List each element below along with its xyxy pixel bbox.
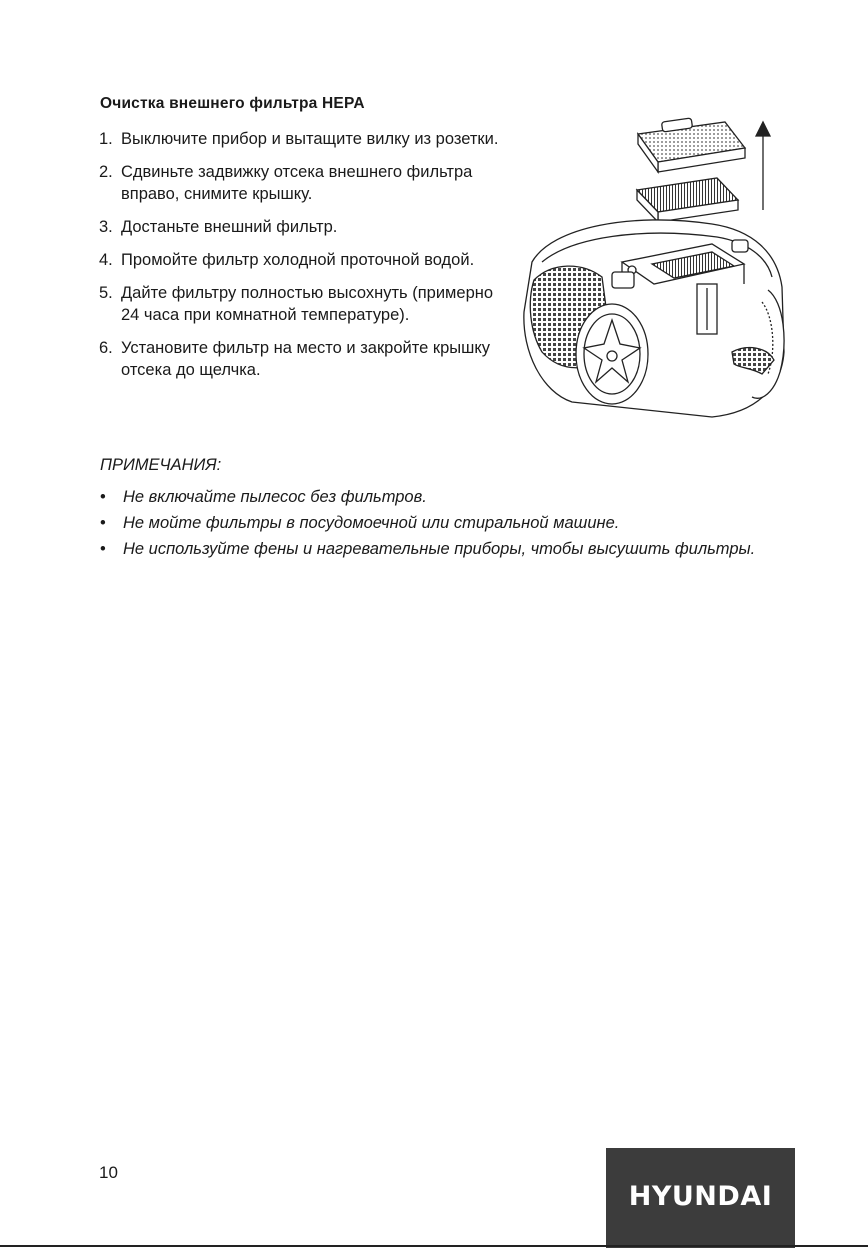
bullet: • bbox=[100, 514, 106, 532]
bottom-rule bbox=[0, 1245, 868, 1247]
step-item bbox=[99, 161, 499, 205]
step-text: Сдвиньте задвижку отсека внешнего фильтра вправо, снимите крышку. bbox=[121, 163, 473, 203]
step-text: Выключите прибор и вытащите вилку из розетки. bbox=[121, 130, 499, 148]
notes-title: ПРИМЕЧАНИЯ: bbox=[100, 456, 222, 474]
bullet: • bbox=[100, 488, 106, 506]
step-text: Дайте фильтру полностью высохнуть (примерно 24 часа при комнатной температуре). bbox=[121, 284, 494, 324]
brand-text: HYUNDAI bbox=[628, 1180, 773, 1212]
notes-list bbox=[99, 484, 819, 562]
step-number: 4. bbox=[99, 251, 113, 269]
note-item bbox=[99, 484, 819, 510]
note-text: Не мойте фильтры в посудомоечной или стиральной машине. bbox=[123, 514, 620, 532]
step-item bbox=[99, 216, 499, 238]
up-arrow-icon bbox=[756, 122, 770, 210]
step-number: 5. bbox=[99, 284, 113, 302]
step-item bbox=[99, 337, 499, 381]
vacuum-filter-removal-illustration bbox=[512, 112, 794, 424]
note-text: Не включайте пылесос без фильтров. bbox=[123, 488, 427, 506]
instruction-steps bbox=[99, 128, 499, 392]
step-item bbox=[99, 249, 499, 271]
step-number: 6. bbox=[99, 339, 113, 357]
note-item bbox=[99, 510, 819, 536]
bullet: • bbox=[100, 540, 106, 558]
page-number: 10 bbox=[99, 1163, 118, 1182]
step-text: Установите фильтр на место и закройте крышку отсека до щелчка. bbox=[121, 339, 491, 379]
note-text: Не используйте фены и нагревательные приборы, чтобы высушить фильтры. bbox=[123, 540, 756, 558]
section-heading: Очистка внешнего фильтра HEPA bbox=[100, 95, 365, 112]
step-text: Промойте фильтр холодной проточной водой. bbox=[121, 251, 475, 269]
step-item bbox=[99, 282, 499, 326]
step-item bbox=[99, 128, 499, 150]
brand-logo bbox=[606, 1148, 795, 1248]
step-number: 3. bbox=[99, 218, 113, 236]
step-number: 2. bbox=[99, 163, 113, 181]
step-text: Достаньте внешний фильтр. bbox=[121, 218, 338, 236]
note-item bbox=[99, 536, 819, 562]
step-number: 1. bbox=[99, 130, 113, 148]
